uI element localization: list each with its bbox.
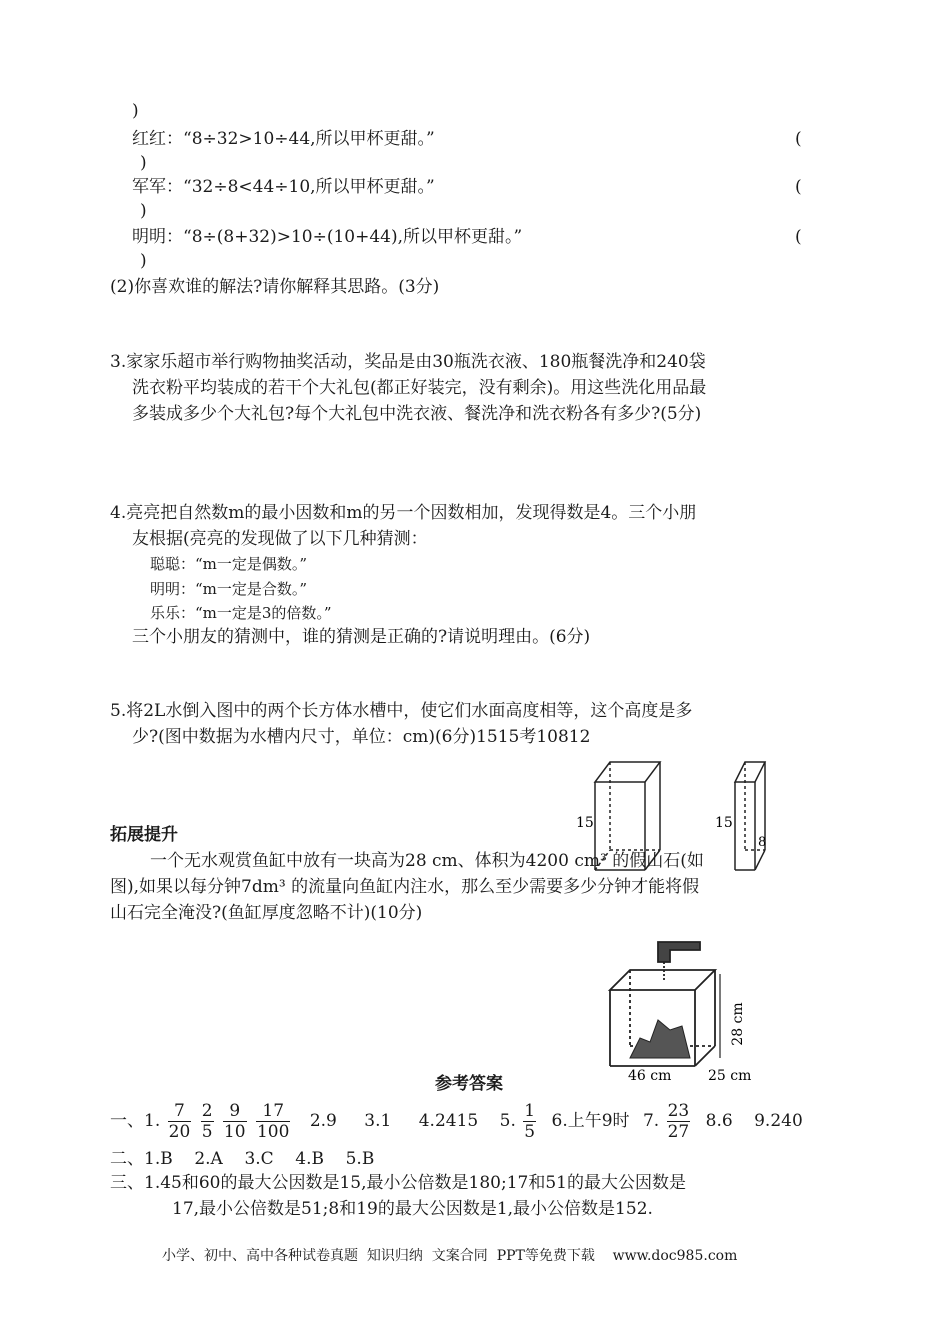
- q4-line3: 三个小朋友的猜测中，谁的猜测是正确的?请说明理由。(6分): [132, 627, 591, 647]
- q4-line1: 4.亮亮把自然数m的最小因数和m的另一个因数相加，发现得数是4。三个小朋: [110, 503, 697, 523]
- q2-paren-close-3: ): [140, 251, 147, 271]
- q2-paren-open-1: (: [795, 129, 802, 149]
- q2-paren-close-2: ): [140, 201, 147, 221]
- tank-left-height-label: 15: [576, 815, 594, 831]
- extension-line2: 图),如果以每分钟7dm³ 的流量向鱼缸内注水，那么至少需要多少分钟才能将假: [110, 877, 700, 897]
- fish-tank-width-label: 46 cm: [628, 1068, 672, 1080]
- q4-guess2: 明明：“m一定是合数。”: [150, 580, 308, 598]
- q2-honghong: 红红：“8÷32>10÷44,所以甲杯更甜。”: [132, 129, 435, 149]
- answer-5-prefix: 5.: [499, 1111, 516, 1131]
- rock-icon: [630, 1020, 690, 1058]
- q4-guess3: 乐乐：“m一定是3的倍数。”: [150, 604, 332, 622]
- q5-line1: 5.将2L水倒入图中的两个长方体水槽中，使它们水面高度相等，这个高度是多: [110, 701, 693, 721]
- answers-sec1-prefix: 一、1.: [110, 1111, 161, 1131]
- q3-line3: 多装成多少个大礼包?每个大礼包中洗衣液、餐洗净和洗衣粉各有多少?(5分): [132, 404, 702, 424]
- answers-section-3-line1: 三、1.45和60的最大公因数是15,最小公倍数是180;17和51的最大公因数是: [110, 1173, 686, 1193]
- answer-6: 6.上午9时: [551, 1111, 630, 1131]
- fraction-9-10: $\frac{9}{10}$: [223, 1101, 246, 1142]
- q2-paren-open-3: (: [795, 227, 802, 247]
- fraction-23-27: $\frac{23}{27}$: [667, 1101, 690, 1142]
- q5-line2: 少?(图中数据为水槽内尺寸，单位：cm)(6分)1515考10812: [132, 727, 591, 747]
- q4-guess1: 聪聪：“m一定是偶数。”: [150, 555, 308, 573]
- answer-2: 2.9: [309, 1111, 337, 1131]
- fraction-17-100: $\frac{17}{100}$: [256, 1101, 290, 1142]
- answer-7-prefix: 7.: [642, 1111, 660, 1131]
- tank-right: [735, 762, 765, 870]
- faucet-icon: [658, 942, 700, 962]
- answers-section-1: [110, 1098, 803, 1144]
- fraction-1-5: $\frac{1}{5}$: [524, 1101, 536, 1142]
- q2-line-cont: ): [132, 101, 139, 121]
- fish-tank-depth-label: 25 cm: [708, 1068, 752, 1080]
- tank-right-depth-label: 8: [758, 835, 767, 850]
- extension-line3: 山石完全淹没?(鱼缸厚度忽略不计)(10分): [110, 903, 423, 923]
- answer-3: 3.1: [364, 1111, 392, 1131]
- tank-right-height-label: 15: [715, 815, 733, 831]
- q2-paren-close-1: ): [140, 153, 147, 173]
- fish-tank-figure: [600, 930, 800, 1080]
- answer-4: 4.2415: [418, 1111, 479, 1131]
- q3-line2: 洗衣粉平均装成的若干个大礼包(都正好装完，没有剩余)。用这些洗化用品最: [132, 378, 707, 398]
- q2-mingming: 明明：“8÷(8+32)>10÷(10+44),所以甲杯更甜。”: [132, 227, 523, 247]
- answer-9: 9.240: [754, 1111, 803, 1131]
- q2-paren-open-2: (: [795, 177, 802, 197]
- page-footer: 小学、初中、高中各种试卷真题 知识归纳 文案合同 PPT等免费下载 www.doc985.com: [162, 1248, 738, 1264]
- fraction-7-20: $\frac{7}{20}$: [168, 1101, 191, 1142]
- extension-heading: 拓展提升: [110, 825, 178, 845]
- answers-section-3-line2: 17,最小公倍数是51;8和19的最大公因数是1,最小公倍数是152.: [172, 1199, 653, 1219]
- fish-tank-height-label: 28 cm: [730, 1002, 746, 1046]
- q3-line1: 3.家家乐超市举行购物抽奖活动，奖品是由30瓶洗衣液、180瓶餐洗净和240袋: [110, 352, 706, 372]
- answers-section-2: 二、1.B 2.A 3.C 4.B 5.B: [110, 1149, 375, 1169]
- answers-title: 参考答案: [435, 1074, 503, 1094]
- answer-8: 8.6: [705, 1111, 733, 1131]
- q4-line2: 友根据(亮亮的发现做了以下几种猜测：: [132, 529, 428, 549]
- extension-line1: 一个无水观赏鱼缸中放有一块高为28 cm、体积为4200 cm³ 的假山石(如: [150, 851, 704, 871]
- q2-sub2: (2)你喜欢谁的解法?请你解释其思路。(3分): [110, 277, 440, 297]
- fraction-2-5: $\frac{2}{5}$: [201, 1101, 213, 1142]
- q2-junjun: 军军：“32÷8<44÷10,所以甲杯更甜。”: [132, 177, 435, 197]
